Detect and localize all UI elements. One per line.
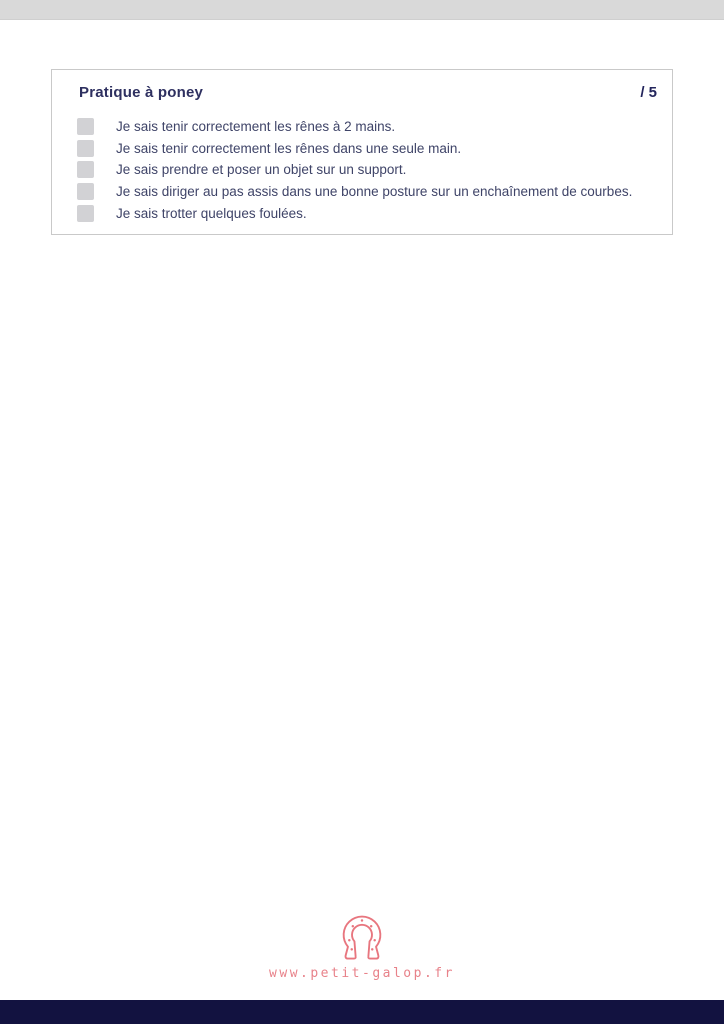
footer	[0, 910, 724, 981]
checklist-label: Je sais trotter quelques foulées.	[116, 205, 307, 221]
checklist-row	[77, 205, 662, 222]
checklist-row	[77, 183, 662, 200]
checklist-row	[77, 140, 662, 157]
skills-card	[51, 69, 673, 235]
checkbox[interactable]	[77, 183, 94, 200]
score-total: / 5	[640, 83, 657, 101]
card-header	[79, 83, 657, 101]
checklist-row	[77, 161, 662, 178]
checkbox[interactable]	[77, 161, 94, 178]
checklist-label: Je sais prendre et poser un objet sur un support.	[116, 162, 407, 178]
checklist-label: Je sais tenir correctement les rênes à 2 mains.	[116, 119, 396, 134]
checklist-label: Je sais tenir correctement les rênes dans une seule main.	[116, 140, 462, 156]
checklist-label: Je sais diriger au pas assis dans une bonne posture sur un enchaînement de courbes.	[116, 184, 633, 200]
bottom-bar	[0, 1000, 724, 1024]
checkbox[interactable]	[77, 140, 94, 157]
horseshoe-icon	[334, 910, 390, 964]
top-bar	[0, 0, 724, 20]
checkbox[interactable]	[77, 205, 94, 222]
card-title: Pratique à poney	[79, 83, 204, 101]
checklist-row	[77, 118, 662, 135]
checkbox[interactable]	[77, 118, 94, 135]
website-text: www.petit-galop.fr	[269, 966, 455, 981]
checklist	[77, 118, 662, 222]
